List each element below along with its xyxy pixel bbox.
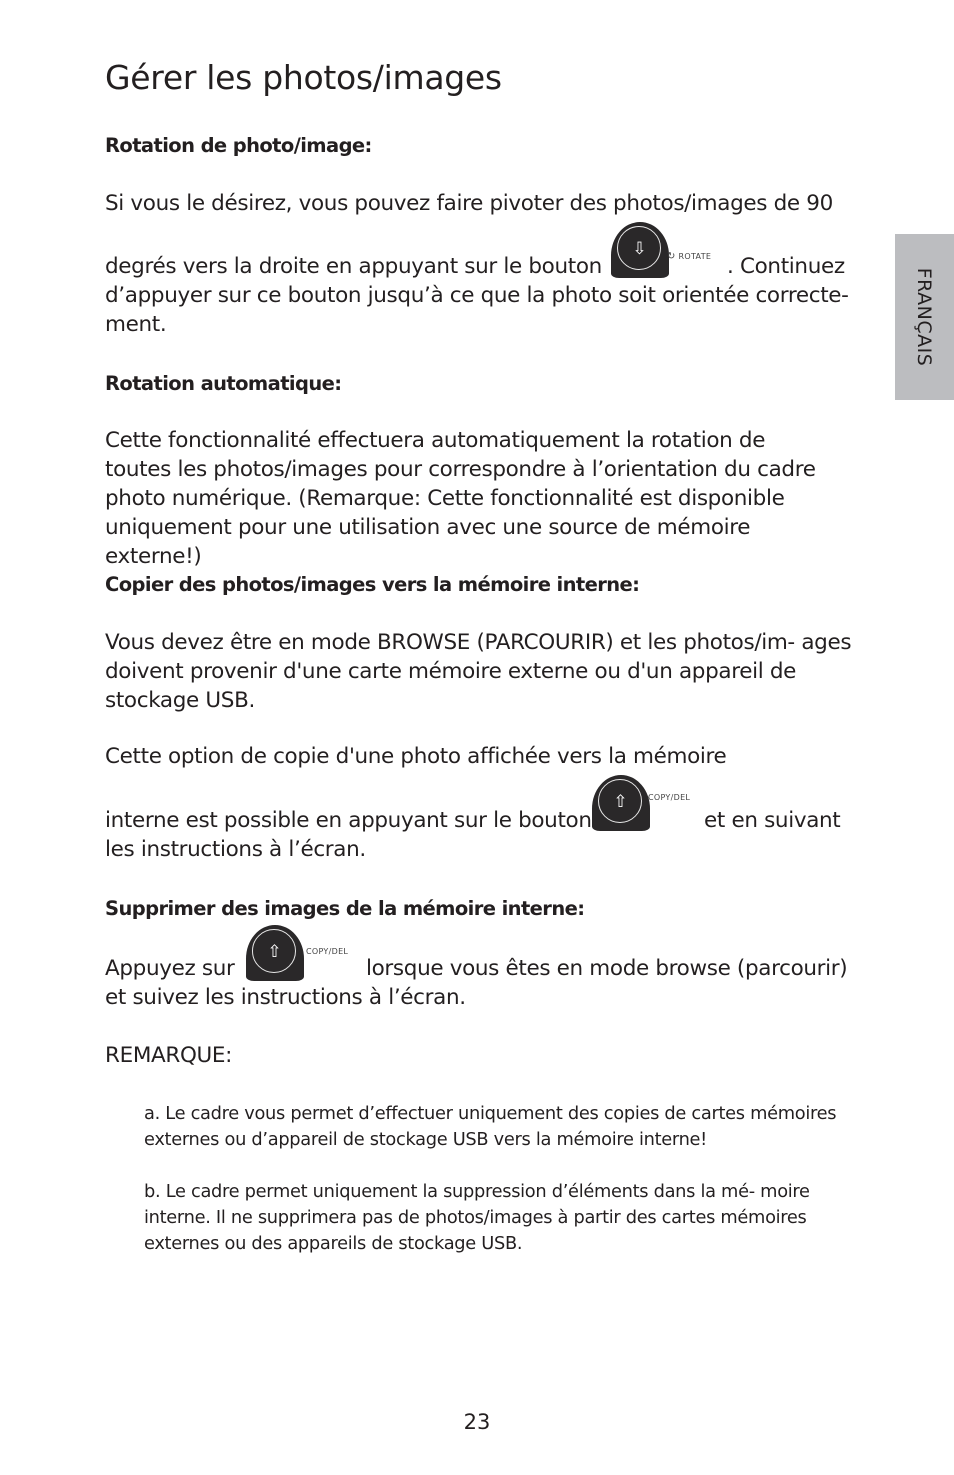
copy-del-caption-2: COPY/DEL	[306, 947, 349, 956]
copy-text-line3: les instructions à l’écran.	[105, 837, 366, 862]
rotation-text-line4: ment.	[105, 312, 167, 337]
remark-note-b: b. Le cadre permet uniquement la suppression d’éléments dans la mé- moire interne. Il ne supprimera pas de photos/images à partir des cartes mémoires externes ou des appareils de stockage USB.	[144, 1181, 810, 1254]
rotate-caption	[667, 251, 711, 262]
auto-rotation-heading: Rotation automatique:	[105, 372, 342, 395]
arrow-up-icon: ⇧	[267, 941, 282, 962]
rotate-caption-text: ROTATE	[678, 252, 712, 261]
page-number: 23	[463, 1410, 491, 1434]
remark-note-a: a. Le cadre vous permet d’effectuer uniquement des copies de cartes mémoires externes ou d’appareil de stockage USB vers la mémoire interne!	[144, 1103, 837, 1150]
delete-text-line1a: Appuyez sur	[105, 956, 235, 981]
language-tab-label: FRANÇAIS	[913, 267, 935, 367]
arrow-up-icon: ⇧	[613, 791, 628, 812]
arrow-down-icon: ⇩	[632, 238, 647, 259]
language-tab	[895, 234, 954, 400]
copy-heading: Copier des photos/images vers la mémoire interne:	[105, 573, 640, 596]
rotation-text-line3: d’appuyer sur ce bouton jusqu’à ce que la photo soit orientée correcte-	[105, 283, 849, 308]
remark-label: REMARQUE:	[105, 1043, 233, 1068]
rotation-heading: Rotation de photo/image:	[105, 134, 372, 157]
rotation-text-line1: Si vous le désirez, vous pouvez faire pivoter des photos/images de 90	[105, 191, 833, 216]
delete-text-line1b: lorsque vous êtes en mode browse (parcourir)	[366, 956, 848, 981]
copy-text-line1: Cette option de copie d'une photo affichée vers la mémoire	[105, 744, 727, 769]
page-title: Gérer les photos/images	[105, 58, 502, 97]
copy-text-para1: Vous devez être en mode BROWSE (PARCOURIR) et les photos/im- ages doivent provenir d'une carte mémoire externe ou d'un appareil de stockage USB.	[105, 630, 852, 713]
copy-text-line2b: et en suivant	[704, 808, 841, 833]
copy-text-line2a: interne est possible en appuyant sur le bouton	[105, 808, 592, 833]
rotation-text-line2a: degrés vers la droite en appuyant sur le bouton	[105, 254, 602, 279]
copy-del-caption: COPY/DEL	[648, 793, 691, 802]
auto-rotation-text: Cette fonctionnalité effectuera automatiquement la rotation de toutes les photos/images pour correspondre à l’orientation du cadre photo numérique. (Remarque: Cette fonctionnalité est disponible uniquement pour une utilisation avec une source de mémoire externe!)	[105, 428, 816, 569]
rotation-text-line2b: . Continuez	[727, 254, 845, 279]
delete-heading: Supprimer des images de la mémoire interne:	[105, 897, 585, 920]
rotate-cw-icon: ↻	[667, 251, 676, 262]
delete-text-line2: et suivez les instructions à l’écran.	[105, 985, 466, 1010]
